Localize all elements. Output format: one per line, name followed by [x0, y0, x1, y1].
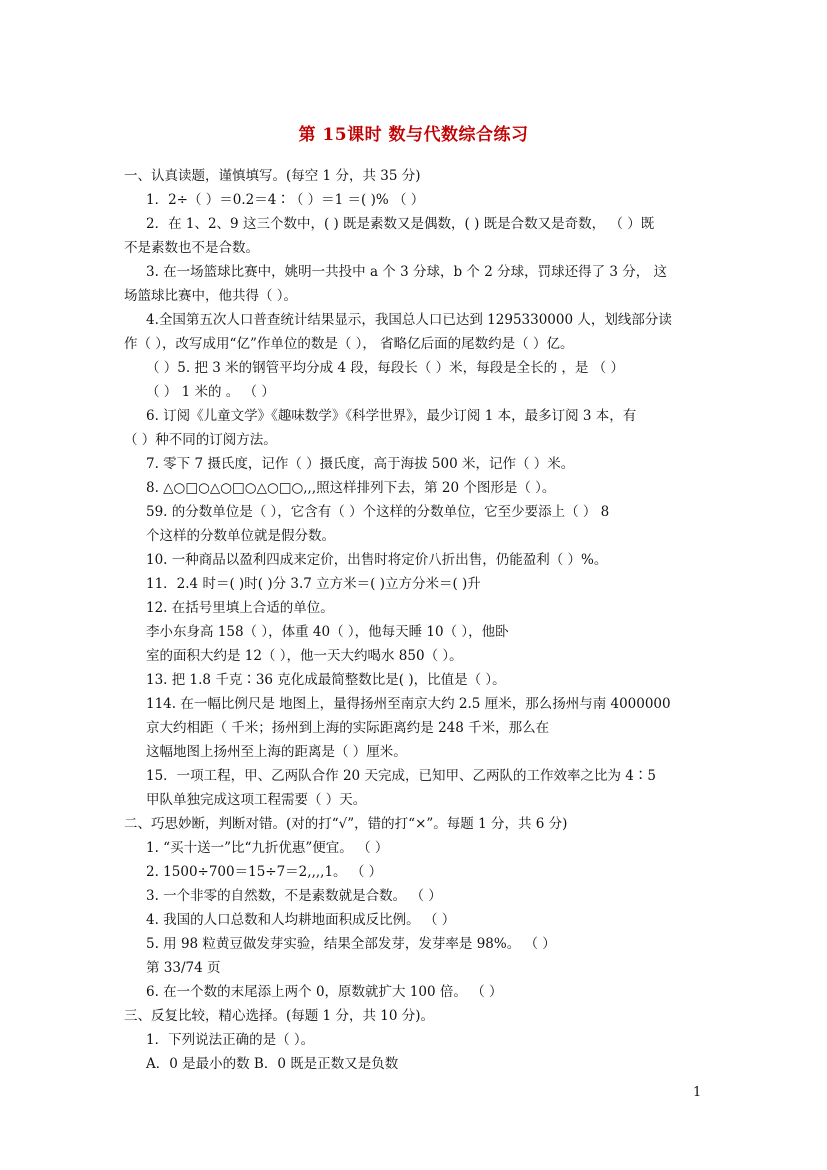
question-line: 李小东身高 158（ ），体重 40（ ），他每天睡 10（ ），他卧 — [146, 624, 509, 640]
question-line: 室的面积大约是 12（ ），他一天大约喝水 850（ ）。 — [146, 648, 463, 664]
question-line: 5. 用 98 粒黄豆做发芽实验，结果全部发芽，发芽率是 98%。 （ ） — [146, 936, 556, 952]
question-line: 作（ ），改写成用“亿”作单位的数是（ ）， 省略亿后面的尾数约是（ ）亿。 — [124, 336, 574, 352]
document-title: 第 15课时 数与代数综合练习 — [298, 125, 529, 145]
question-line: 6. 在一个数的末尾添上两个 0，原数就扩大 100 倍。 （ ） — [146, 984, 503, 1000]
question-line: 2. 1500÷700＝15÷7＝2,,,,1。 （ ） — [146, 864, 383, 880]
question-line: （ ） 1 米的 。 （ ） — [146, 384, 275, 400]
question-line: 1．下列说法正确的是（ ）。 — [146, 1032, 315, 1048]
question-line: 11．2.4 时＝( )时( )分 3.7 立方米＝( )立方分米＝( )升 — [146, 576, 481, 592]
question-line: 4.全国第五次人口普查统计结果显示，我国总人口已达到 1295330000 人，划线部分读 — [146, 312, 672, 328]
question-line: 15．一项工程，甲、乙两队合作 20 天完成，已知甲、乙两队的工作效率之比为 4∶5 — [146, 768, 656, 784]
question-line: （ ）5. 把 3 米的钢管平均分成 4 段，每段长（ ）米，每段是全长的 ，是 （ ） — [146, 360, 624, 376]
question-line: 京大约相距（ 千米；扬州到上海的实际距离约是 248 千米，那么在 — [146, 720, 550, 736]
question-line: 这幅地图上扬州至上海的距离是（ ）厘米。 — [146, 744, 407, 760]
question-line: 7. 零下 7 摄氏度，记作（ ）摄氏度，高于海拔 500 米，记作（ ）米。 — [146, 456, 575, 472]
section-2-heading: 二、巧思妙断，判断对错。(对的打“√”，错的打“×”。每题 1 分，共 6 分) — [124, 816, 568, 832]
question-line: A．0 是最小的数 B．0 既是正数又是负数 — [146, 1056, 399, 1072]
question-line: （ ）种不同的订阅方法。 — [124, 432, 277, 448]
question-line: 13. 把 1.8 千克∶36 克化成最简整数比是( )，比值是（ ）。 — [146, 672, 506, 688]
page-indicator: 第 33/74 页 — [146, 960, 221, 976]
question-line: 114. 在一幅比例尺是 地图上，量得扬州至南京大约 2.5 厘米，那么扬州与南 4000000 — [146, 696, 671, 712]
question-line: 不是素数也不是合数。 — [124, 240, 259, 256]
question-line: 6. 订阅《儿童文学》《趣味数学》《科学世界》，最少订阅 1 本，最多订阅 3 本，有 — [146, 408, 637, 424]
question-line: 3. 一个非零的自然数，不是素数就是合数。 （ ） — [146, 888, 442, 904]
question-line: 1. “买十送一”比“九折优惠”便宜。 （ ） — [146, 840, 389, 856]
question-line: 个这样的分数单位就是假分数。 — [146, 528, 335, 544]
page-number: 1 — [693, 1085, 702, 1100]
question-line: 1．2÷（ ）＝0.2＝4∶（ ）＝1 ＝( )% （ ） — [146, 192, 425, 208]
question-line: 2．在 1、2、9 这三个数中，( ) 既是素数又是偶数，( ) 既是合数又是奇数， （ ）既 — [146, 216, 655, 232]
section-1-heading: 一、认真读题，谨慎填写。(每空 1 分，共 35 分) — [124, 168, 421, 184]
question-line: 甲队单独完成这项工程需要（ ）天。 — [146, 792, 367, 808]
question-line: 3. 在一场篮球比赛中，姚明一共投中 a 个 3 分球，b 个 2 分球，罚球还得了 3 分， 这 — [146, 264, 668, 280]
question-line: 59. 的分数单位是（ ），它含有（ ）个这样的分数单位，它至少要添上（ ） 8 — [146, 504, 610, 520]
question-line: 12. 在括号里填上合适的单位。 — [146, 600, 334, 616]
section-3-heading: 三、反复比较，精心选择。(每题 1 分，共 10 分)。 — [124, 1008, 434, 1024]
question-line: 场篮球比赛中，他共得（ ）。 — [124, 288, 298, 304]
question-line: 4. 我国的人口总数和人均耕地面积成反比例。 （ ） — [146, 912, 456, 928]
question-line: 10. 一种商品以盈利四成来定价，出售时将定价八折出售，仍能盈利（ ）%。 — [146, 552, 608, 568]
question-line: 8. △○□○△○□○△○□○,,,照这样排列下去，第 20 个图形是（ ）。 — [146, 480, 556, 496]
